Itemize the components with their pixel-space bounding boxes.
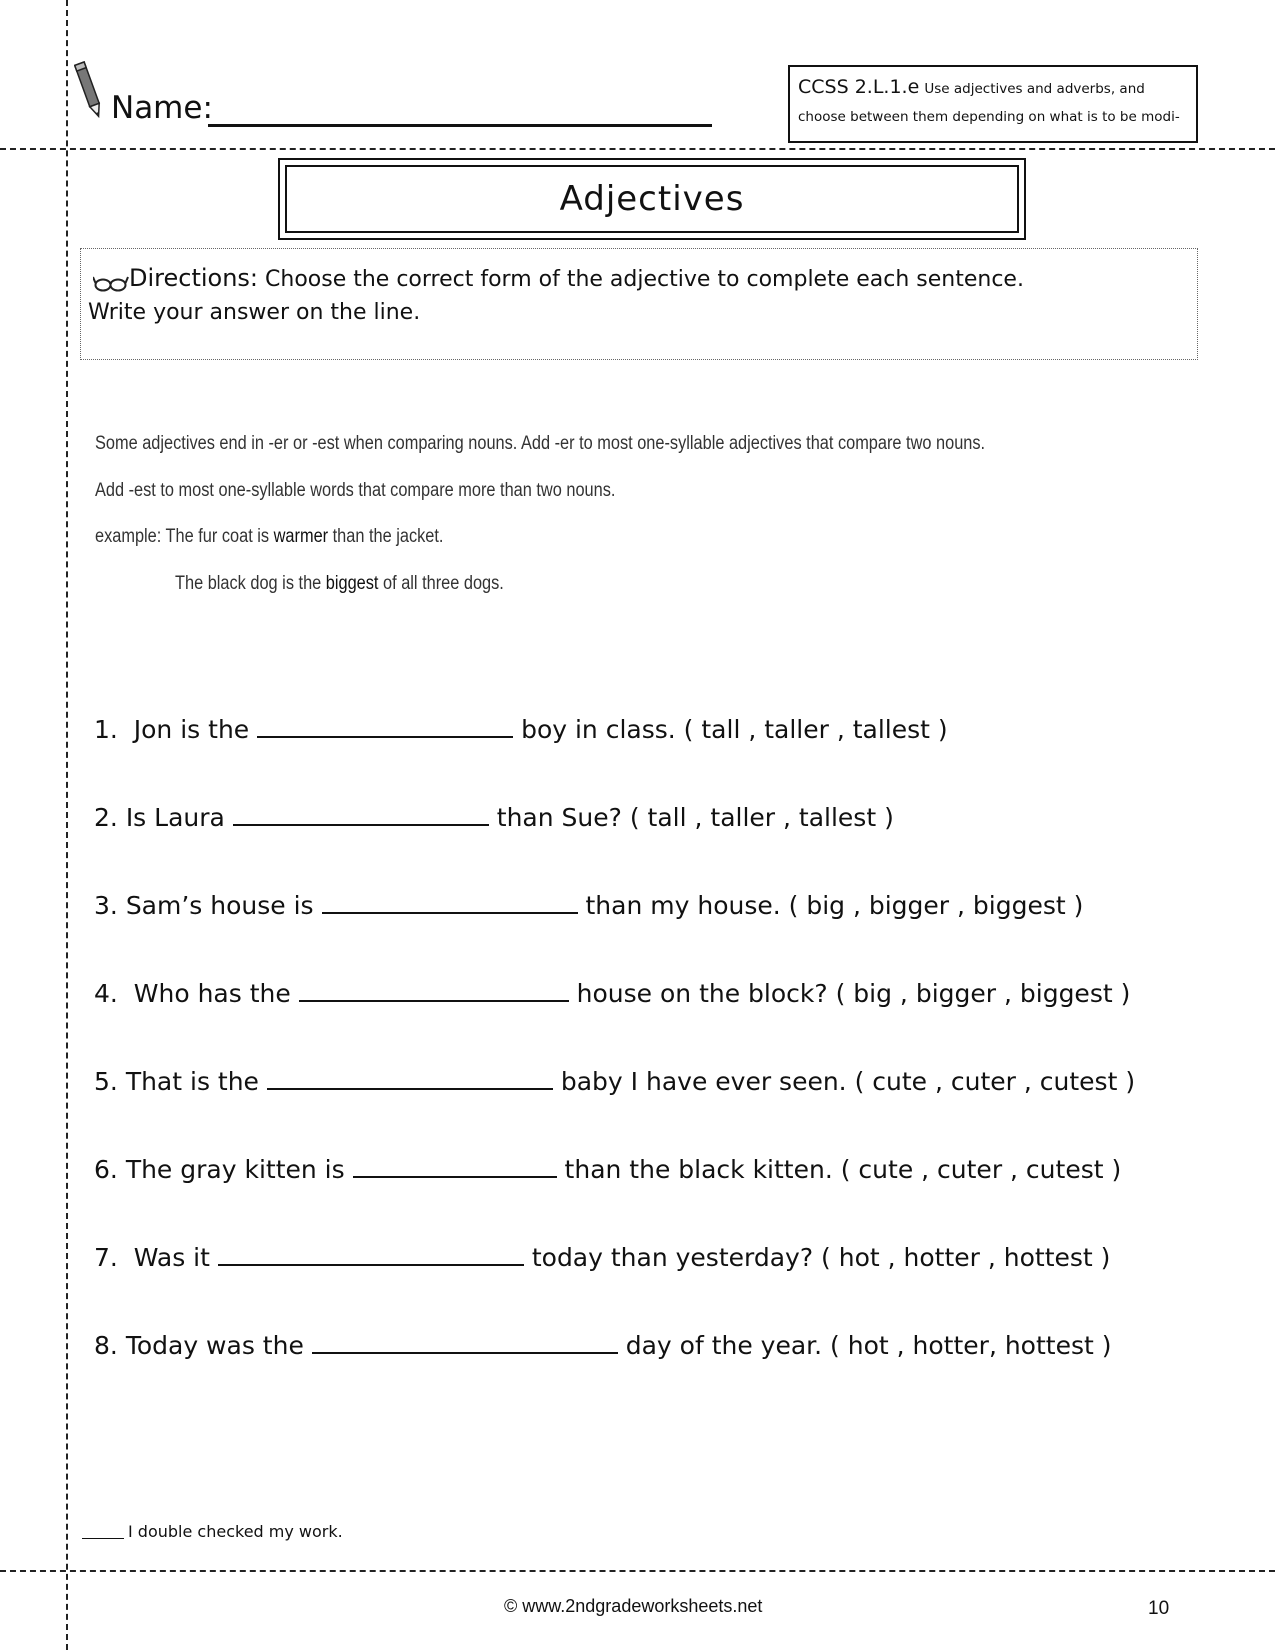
- question-number: 7.: [94, 1243, 118, 1272]
- name-label: Name:: [111, 90, 213, 126]
- question-number: 5.: [94, 1067, 118, 1096]
- left-cut-guide: [66, 0, 68, 1650]
- question-text-before: Today was the: [125, 1331, 304, 1360]
- ccss-description-line-1: Use adjectives and adverbs, and: [924, 81, 1145, 97]
- question-number: 8.: [94, 1331, 118, 1360]
- bottom-cut-guide: [0, 1570, 1275, 1572]
- answer-blank-7[interactable]: [218, 1246, 524, 1266]
- question-text-after: house on the block? ( big , bigger , biggest ): [576, 979, 1131, 1008]
- question-4: [94, 979, 1130, 1008]
- answer-blank-8[interactable]: [312, 1334, 618, 1354]
- example-1-prefix: example: The fur coat is: [95, 526, 274, 547]
- question-text-after: than my house. ( big , bigger , biggest ): [585, 891, 1084, 920]
- rule-line-2: Add -est to most one-syllable words that compare more than two nouns.: [95, 480, 616, 501]
- glasses-icon: [93, 270, 129, 290]
- answer-blank-5[interactable]: [267, 1070, 553, 1090]
- question-text-before: Jon is the: [133, 715, 250, 744]
- title-box: [278, 158, 1026, 240]
- example-line-1: [95, 526, 443, 548]
- question-number: 3.: [94, 891, 118, 920]
- question-text-after: baby I have ever seen. ( cute , cuter , cutest ): [560, 1067, 1136, 1096]
- question-7: [94, 1243, 1110, 1272]
- pencil-icon: [74, 58, 104, 122]
- page-title: Adjectives: [559, 179, 745, 219]
- example-1-suffix: than the jacket.: [328, 526, 444, 547]
- page-number: 10: [1148, 1598, 1170, 1619]
- top-cut-guide: [0, 148, 1275, 150]
- example-1-keyword: warmer: [273, 526, 329, 547]
- answer-blank-2[interactable]: [233, 806, 489, 826]
- example-2-suffix: of all three dogs.: [378, 573, 504, 594]
- example-line-2: [175, 573, 504, 595]
- question-text-after: than the black kitten. ( cute , cuter , cutest ): [564, 1155, 1122, 1184]
- question-text-before: Who has the: [133, 979, 291, 1008]
- ccss-code: CCSS 2.L.1.e: [798, 76, 920, 98]
- question-3: [94, 891, 1083, 920]
- directions-line-2: Write your answer on the line.: [88, 300, 421, 325]
- question-number: 6.: [94, 1155, 118, 1184]
- self-check-text: I double checked my work.: [128, 1522, 343, 1541]
- answer-blank-4[interactable]: [299, 982, 569, 1002]
- rule-line-1: Some adjectives end in -er or -est when comparing nouns. Add -er to most one-syllable adjectives that compare two nouns.: [95, 433, 986, 454]
- question-text-after: day of the year. ( hot , hotter, hottest ): [625, 1331, 1112, 1360]
- example-2-keyword: biggest: [325, 573, 379, 594]
- question-text-before: Is Laura: [125, 803, 225, 832]
- question-text-after: today than yesterday? ( hot , hotter , hottest ): [531, 1243, 1111, 1272]
- question-text-before: Sam’s house is: [125, 891, 314, 920]
- question-6: [94, 1155, 1121, 1184]
- self-check-blank[interactable]: [82, 1538, 124, 1539]
- ccss-standard-box: [788, 65, 1198, 143]
- example-2-prefix: The black dog is the: [175, 573, 326, 594]
- answer-blank-3[interactable]: [322, 894, 578, 914]
- question-number: 1.: [94, 715, 118, 744]
- question-1: [94, 715, 948, 744]
- question-8: [94, 1331, 1112, 1360]
- question-number: 2.: [94, 803, 118, 832]
- directions-text-1: Choose the correct form of the adjective to complete each sentence.: [265, 267, 1024, 292]
- directions-label: Directions:: [129, 264, 259, 292]
- copyright-url: © www.2ndgradeworksheets.net: [504, 1596, 763, 1616]
- question-text-before: Was it: [133, 1243, 210, 1272]
- answer-blank-1[interactable]: [257, 718, 513, 738]
- question-text-before: That is the: [125, 1067, 259, 1096]
- ccss-description-line-2: choose between them depending on what is to be modi-: [798, 109, 1180, 125]
- question-2: [94, 803, 894, 832]
- question-5: [94, 1067, 1135, 1096]
- question-number: 4.: [94, 979, 118, 1008]
- answer-blank-6[interactable]: [353, 1158, 557, 1178]
- question-text-before: The gray kitten is: [125, 1155, 345, 1184]
- directions-line-1: [93, 261, 1024, 297]
- question-text-after: boy in class. ( tall , taller , tallest ): [521, 715, 948, 744]
- question-text-after: than Sue? ( tall , taller , tallest ): [496, 803, 894, 832]
- name-field[interactable]: [208, 94, 712, 127]
